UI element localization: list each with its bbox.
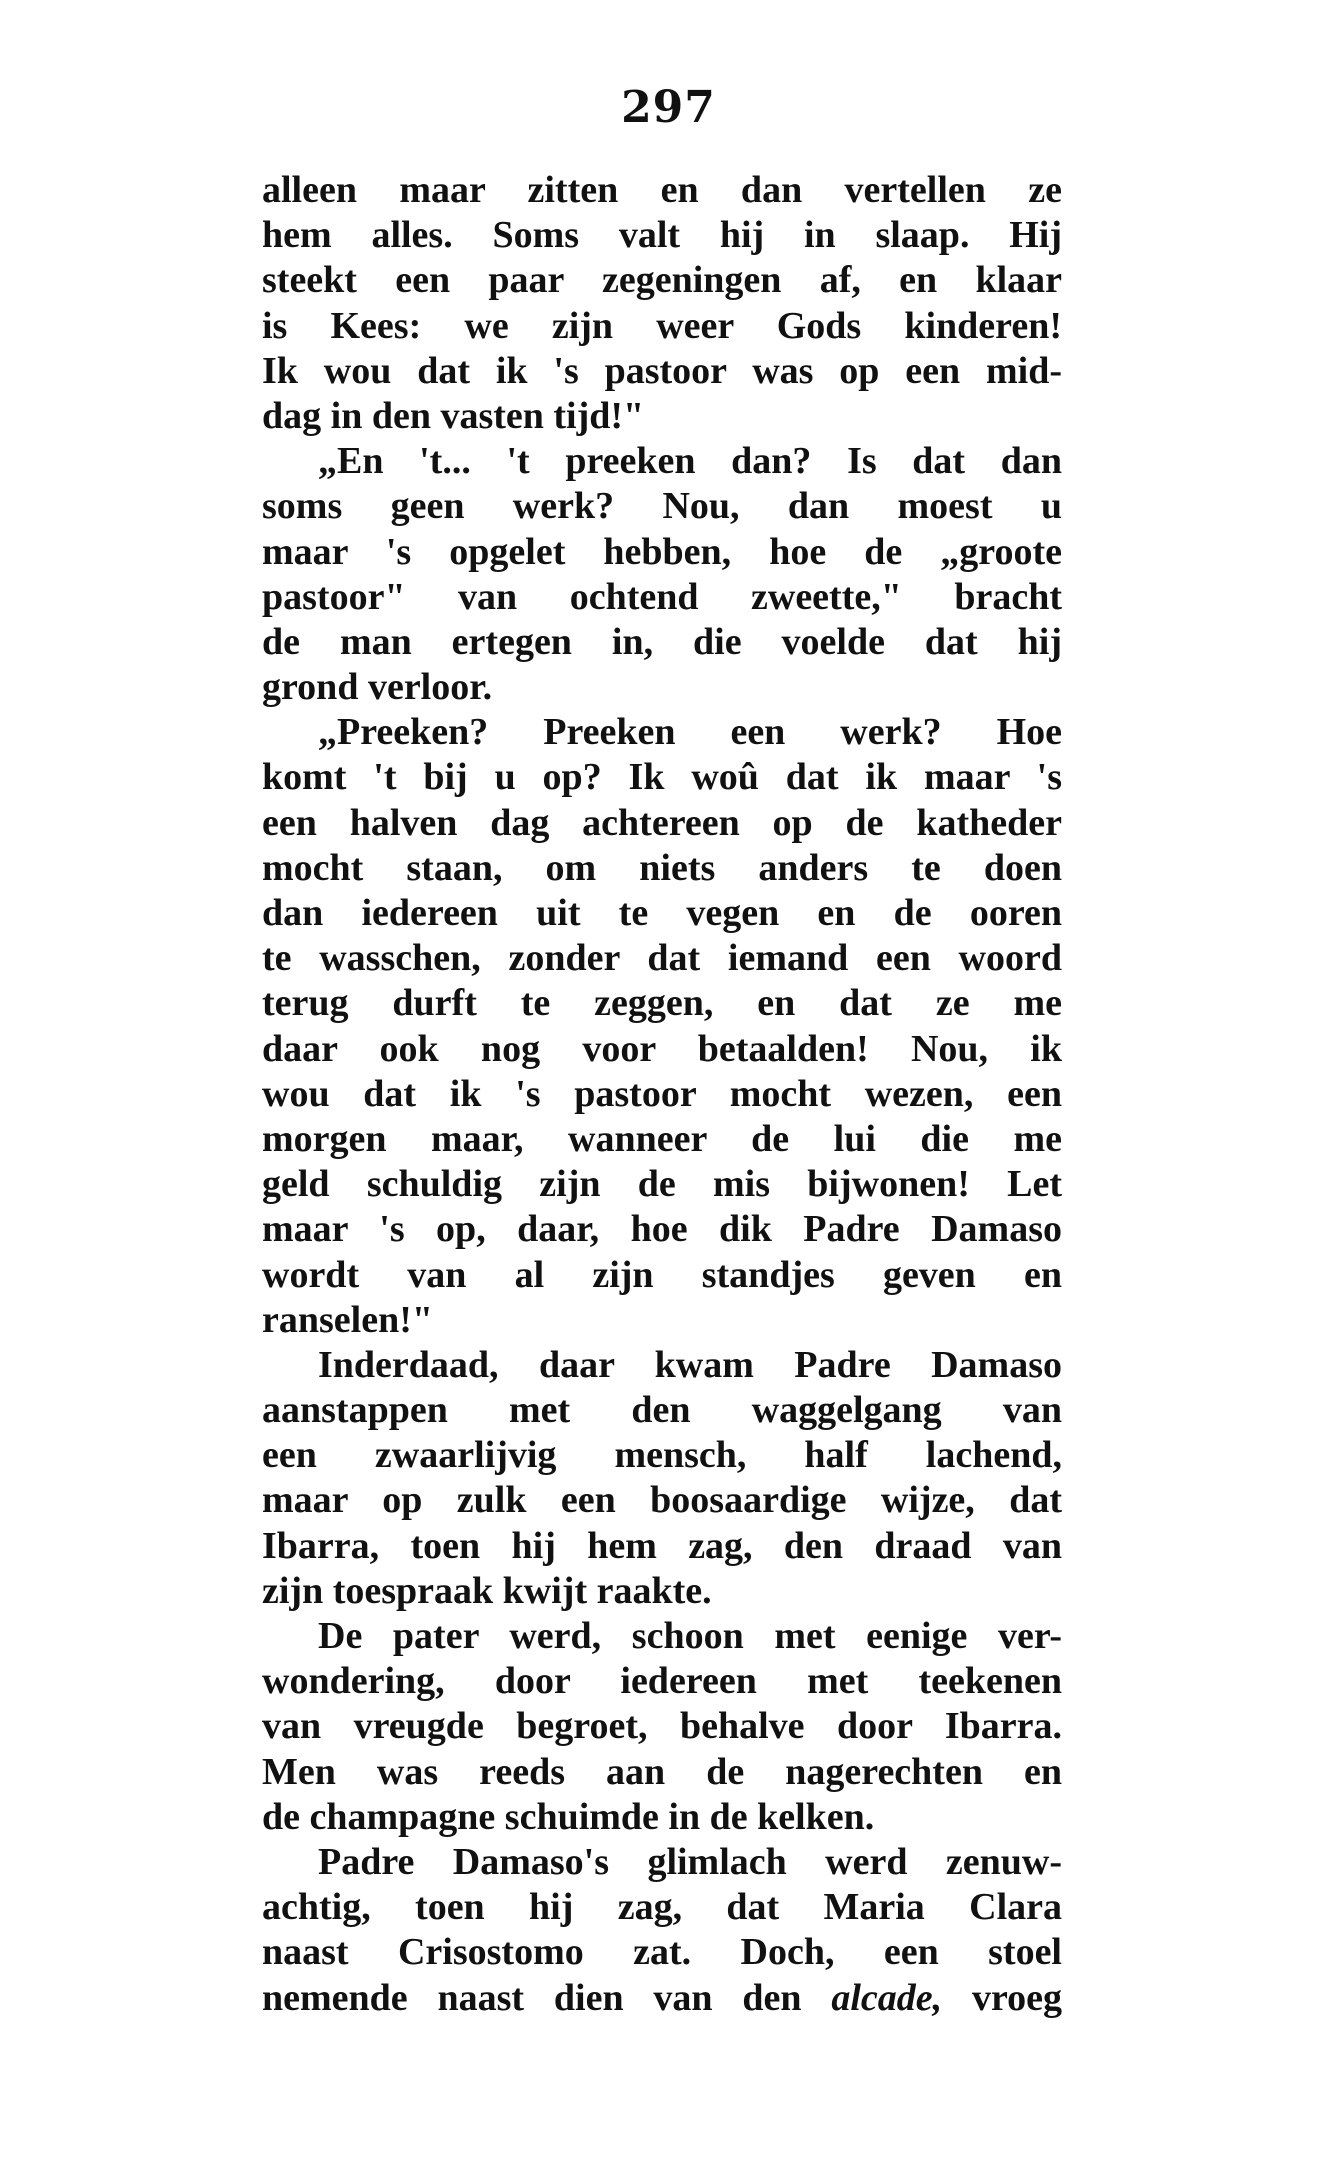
text-line: ranselen!" [262, 1298, 433, 1341]
text-line: Padre Damaso's glimlach werd zenuw- [318, 1840, 1062, 1883]
text-line: een zwaarlijvig mensch, half lachend, [262, 1434, 1062, 1477]
text-line: alleen maar zitten en dan vertellen ze [262, 169, 1062, 211]
text-line: pastoor" van ochtend zweette," bracht [262, 575, 1062, 618]
text-line: naast Crisostomo zat. Doch, een stoel [262, 1931, 1062, 1974]
text-line: een halven dag achtereen op de katheder [262, 801, 1062, 844]
text-line: Inderdaad, daar kwam Padre Damaso [318, 1343, 1062, 1386]
text-line: wondering, door iedereen met teekenen [262, 1660, 1062, 1703]
text-line: maar op zulk een boosaardige wijze, dat [262, 1479, 1062, 1522]
text-line-last [262, 1976, 1062, 2021]
page-number: 297 [621, 82, 716, 133]
text-line: komt 't bij u op? Ik woû dat ik maar 's [262, 756, 1062, 799]
text-line: grond verloor. [262, 666, 493, 709]
text-line: van vreugde begroet, behalve door Ibarra. [262, 1705, 1062, 1748]
text-line: morgen maar, wanneer de lui die me [262, 1117, 1062, 1160]
text-line: daar ook nog voor betaalden! Nou, ik [262, 1027, 1062, 1070]
text-line: steekt een paar zegeningen af, en klaar [262, 259, 1062, 302]
text-line: maar 's opgelet hebben, hoe de „groote [262, 530, 1062, 573]
text-line: te wasschen, zonder dat iemand een woord [262, 937, 1062, 980]
text-line: hem alles. Soms valt hij in slaap. Hij [262, 214, 1062, 257]
text-line: Ibarra, toen hij hem zag, den draad van [262, 1524, 1062, 1567]
text-segment: vroeg [942, 1976, 1062, 2019]
text-line: Men was reeds aan de nagerechten en [262, 1750, 1062, 1793]
text-line: De pater werd, schoon met eenige ver- [318, 1615, 1062, 1657]
text-line: zijn toespraak kwijt raakte. [262, 1569, 712, 1612]
text-line: „En 't... 't preeken dan? Is dat dan [318, 440, 1062, 483]
text-line: wou dat ik 's pastoor mocht wezen, een [262, 1072, 1062, 1115]
text-line: maar 's op, daar, hoe dik Padre Damaso [262, 1208, 1062, 1251]
text-line: soms geen werk? Nou, dan moest u [262, 485, 1062, 528]
text-line: terug durft te zeggen, en dat ze me [262, 982, 1062, 1025]
text-line: wordt van al zijn standjes geven en [262, 1253, 1062, 1296]
text-line: achtig, toen hij zag, dat Maria Clara [262, 1886, 1062, 1929]
text-line: Ik wou dat ik 's pastoor was op een mid- [262, 349, 1062, 392]
text-line: de man ertegen in, die voelde dat hij [262, 620, 1062, 663]
text-line: mocht staan, om niets anders te doen [262, 846, 1062, 889]
text-line: aanstappen met den waggelgang van [262, 1389, 1062, 1432]
text-line: geld schuldig zijn de mis bijwonen! Let [262, 1163, 1062, 1206]
text-line: dag in den vasten tijd!" [262, 394, 645, 437]
text-line: „Preeken? Preeken een werk? Hoe [318, 711, 1062, 754]
text-line: dan iedereen uit te vegen en de ooren [262, 892, 1062, 934]
italic-word: alcade, [831, 1976, 943, 2019]
body-text [262, 168, 1062, 2021]
text-line: de champagne schuimde in de kelken. [262, 1795, 875, 1838]
text-line: is Kees: we zijn weer Gods kinderen! [262, 304, 1062, 347]
text-segment: nemende naast dien van den [262, 1976, 832, 2019]
